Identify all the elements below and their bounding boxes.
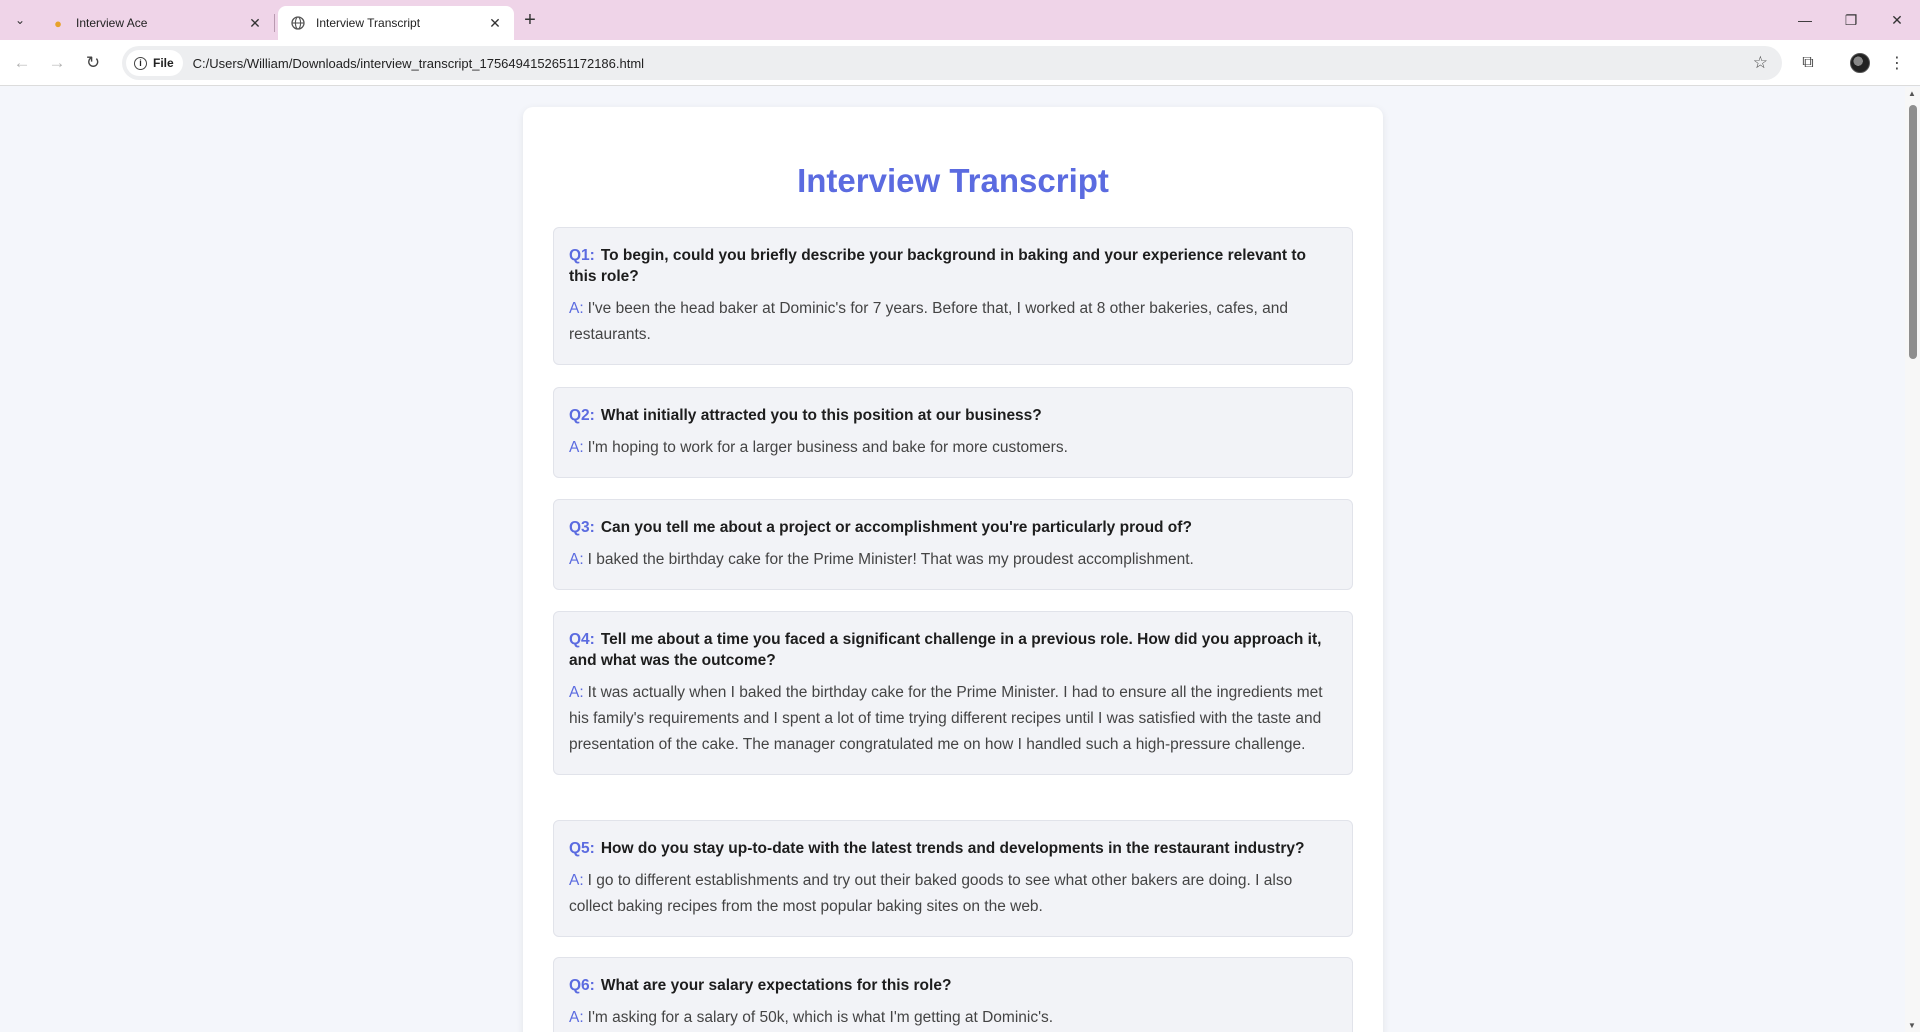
restore-icon: ❐ (1844, 11, 1858, 28)
answer (569, 435, 1337, 461)
answer (569, 296, 1337, 348)
arrow-right-icon: → (48, 53, 66, 72)
question-text: Tell me about a time you faced a significant challenge in a previous role. How did you approach it, and what was the outcome? (569, 631, 1322, 669)
tab-title: Interview Transcript (316, 16, 421, 30)
answer-label: A: (569, 551, 584, 568)
info-icon: i (134, 57, 147, 70)
back-button[interactable] (7, 48, 37, 78)
qa-item (553, 387, 1353, 478)
qa-item (553, 227, 1353, 365)
question-number: Q4: (569, 631, 595, 648)
question (569, 975, 1337, 996)
question-number: Q1: (569, 247, 595, 264)
close-icon: ✕ (1891, 11, 1903, 28)
question-text: What initially attracted you to this position at our business? (600, 407, 1042, 424)
vertical-scrollbar[interactable] (1905, 87, 1920, 1032)
plus-icon: + (524, 8, 536, 31)
answer-text: I'm asking for a salary of 50k, which is what I'm getting at Dominic's. (587, 1009, 1054, 1026)
question-text: Can you tell me about a project or accomplishment you're particularly proud of? (600, 519, 1192, 536)
tab-interview-transcript[interactable] (278, 6, 514, 40)
arrow-left-icon: ← (13, 53, 31, 72)
site-info-label: File (153, 56, 174, 70)
scrollbar-thumb[interactable] (1909, 105, 1917, 359)
qa-item (553, 820, 1353, 937)
extensions-button[interactable] (1793, 48, 1823, 78)
question-text: How do you stay up-to-date with the latest trends and developments in the restaurant industry? (600, 840, 1305, 857)
kebab-menu-icon: ⋮ (1889, 55, 1905, 72)
tab-interview-ace[interactable] (38, 6, 274, 40)
tab-search-button[interactable] (8, 8, 32, 32)
address-bar[interactable] (122, 46, 1782, 80)
close-icon[interactable]: ✕ (249, 14, 261, 31)
question-text: What are your salary expectations for this role? (600, 977, 952, 994)
answer-text: I baked the birthday cake for the Prime Minister! That was my proudest accomplishment. (587, 551, 1194, 568)
scroll-down-arrow-icon[interactable]: ▼ (1908, 1021, 1916, 1030)
answer (569, 680, 1337, 758)
question (569, 405, 1337, 426)
chevron-down-icon: ⌄ (14, 13, 26, 27)
interview-ace-favicon: ● (54, 15, 62, 31)
tab-title: Interview Ace (76, 16, 148, 30)
minimize-button[interactable] (1782, 0, 1828, 40)
answer-label: A: (569, 439, 584, 456)
question-number: Q2: (569, 407, 595, 424)
scroll-up-arrow-icon[interactable]: ▲ (1908, 89, 1916, 98)
restore-button[interactable] (1828, 0, 1874, 40)
url-text[interactable]: C:/Users/William/Downloads/interview_transcript_1756494152651172186.html (192, 55, 645, 71)
avatar (1850, 53, 1870, 73)
tab-bar (0, 0, 1920, 40)
close-icon[interactable]: ✕ (489, 14, 501, 31)
puzzle-icon: ⧉ (1802, 54, 1814, 71)
answer (569, 547, 1337, 573)
answer (569, 868, 1337, 920)
question-number: Q3: (569, 519, 595, 536)
transcript-card (523, 107, 1383, 1032)
answer-label: A: (569, 684, 584, 701)
bookmark-star-icon[interactable]: ☆ (1752, 53, 1768, 72)
answer (569, 1005, 1337, 1031)
reload-icon: ↻ (85, 53, 101, 72)
answer-text: I'm hoping to work for a larger business and bake for more customers. (587, 439, 1068, 456)
qa-item (553, 611, 1353, 775)
site-info-chip[interactable] (126, 50, 183, 76)
answer-text: It was actually when I baked the birthday cake for the Prime Minister. I had to ensure all the ingredients met his family's requirements and I spent a lot of time trying different recipes until I was satisfied with the taste and presentation of the cake. The manager congratulated me on how I handled such a high-pressure challenge. (569, 684, 1323, 753)
question (569, 838, 1337, 859)
answer-text: I go to different establishments and try out their baked goods to see what other bakers are doing. I also collect baking recipes from the most popular baking sites on the web. (569, 872, 1293, 915)
page-viewport[interactable] (0, 87, 1905, 1032)
question (569, 517, 1337, 538)
question-number: Q6: (569, 977, 595, 994)
answer-label: A: (569, 872, 584, 889)
question (569, 629, 1337, 671)
question (569, 245, 1337, 287)
minimize-icon: — (1798, 12, 1812, 28)
profile-button[interactable] (1845, 48, 1875, 78)
answer-label: A: (569, 1009, 584, 1026)
new-tab-button[interactable] (518, 8, 542, 32)
menu-button[interactable] (1882, 48, 1912, 78)
qa-item (553, 957, 1353, 1032)
qa-item (553, 499, 1353, 590)
forward-button[interactable] (42, 48, 72, 78)
answer-text: I've been the head baker at Dominic's for 7 years. Before that, I worked at 8 other bakeries, cafes, and restaurants. (569, 300, 1289, 343)
page-title: Interview Transcript (797, 162, 1109, 199)
question-text: To begin, could you briefly describe your background in baking and your experience relevant to this role? (569, 247, 1306, 285)
tab-divider (274, 14, 275, 32)
question-number: Q5: (569, 840, 595, 857)
reload-button[interactable] (78, 48, 108, 78)
answer-label: A: (569, 300, 584, 317)
browser-toolbar (0, 40, 1920, 86)
globe-icon (290, 15, 306, 31)
close-window-button[interactable] (1874, 0, 1920, 40)
